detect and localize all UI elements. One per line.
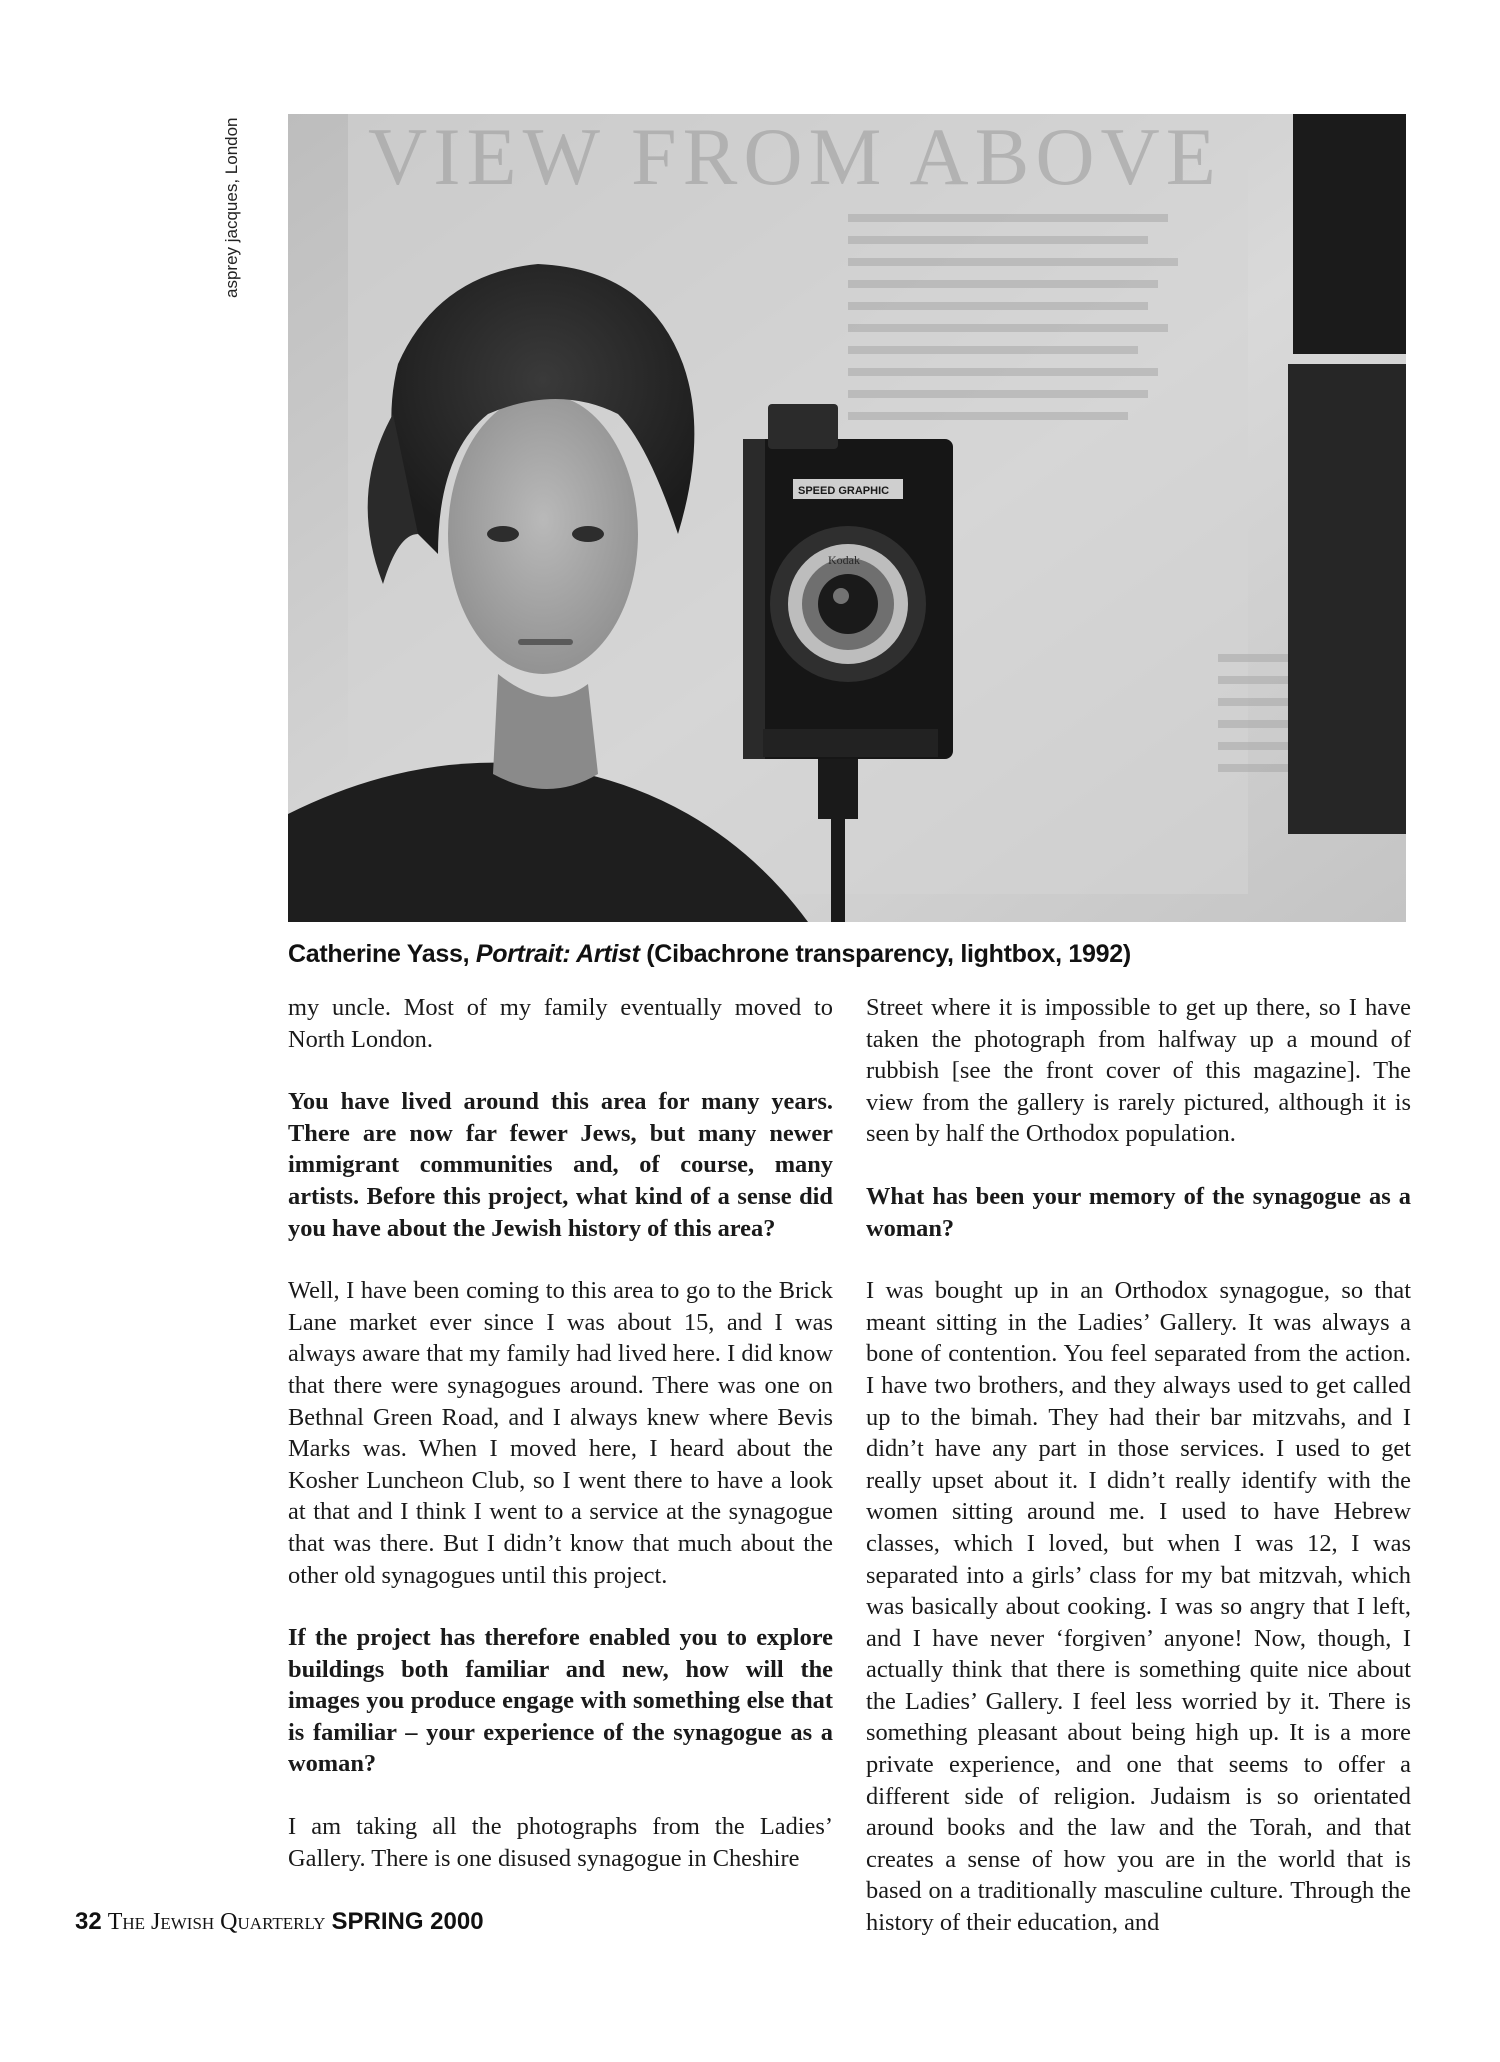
camera-brand-label: SPEED GRAPHIC xyxy=(798,485,890,497)
right-column xyxy=(866,992,1411,1970)
page-footer xyxy=(75,1908,484,1936)
portrait-photo xyxy=(288,114,1406,922)
photo-caption xyxy=(288,940,1131,969)
page-number: 32 xyxy=(75,1908,102,1935)
question-paragraph: If the project has therefore enabled you to explore buildings both familiar and new, how will the images you produce engage with something else that is familiar – your experience of the synagogue as a woman? xyxy=(288,1624,833,1778)
issue-label: SPRING 2000 xyxy=(331,1908,484,1935)
magazine-name: The Jewish Quarterly xyxy=(107,1909,326,1935)
answer-paragraph: I was bought up in an Orthodox synagogue, so that meant sitting in the Ladies’ Gallery. It was always a bone of contention. You feel separated from the action. I have two brothers, and they always used to get called up to the bimah. They had their bar mitzvahs, and I didn’t have any part in those services. I used to get really upset about it. I didn’t really identify with the women sitting around me. I used to have Hebrew classes, which I loved, but when I was 12, I was separated into a girls’ class for my bat mitzvah, which was basically about cooking. I was so angry that I left, and I have never ‘forgiven’ anyone! Now, though, I actually think that there is something quite nice about the Ladies’ Gallery. I feel less worried by it. There is something pleasant about being high up. It is a more private experience, and one that seems to offer a different side of religion. Judaism is so orientated around books and the law and the Torah, and that creates a sense of how you are in the world that is based on a traditionally masculine culture. Through the history of their education, and xyxy=(866,1277,1411,1937)
question-paragraph: What has been your memory of the synagogue as a woman? xyxy=(866,1182,1411,1242)
caption-title: Portrait: Artist xyxy=(475,940,640,968)
photo-credit: asprey jacques, London xyxy=(222,117,241,298)
left-column xyxy=(288,992,833,1905)
answer-paragraph: Well, I have been coming to this area to go to the Brick Lane market ever since I was about 15, and I was always aware that my family had lived here. I did know that there were synagogues around. There was one on Bethnal Green Road, and I always knew where Bevis Marks was. When I moved here, I heard about the Kosher Luncheon Club, so I went there to have a look at that and I think I went to a service at the synagogue that was there. But I didn’t know that much about the other old synagogues until this project. xyxy=(288,1277,833,1589)
question-paragraph: You have lived around this area for many years. There are now far fewer Jews, but many newer immigrant communities and, of course, many artists. Before this project, what kind of a sense did you have about the Jewish history of this area? xyxy=(288,1088,833,1242)
answer-paragraph: my uncle. Most of my family eventually moved to North London. xyxy=(288,994,833,1053)
caption-artist: Catherine Yass, xyxy=(288,940,476,968)
caption-details: (Cibachrone transparency, lightbox, 1992) xyxy=(639,940,1131,968)
lens-brand-label: Kodak xyxy=(828,553,860,567)
answer-paragraph: Street where it is impossible to get up there, so I have taken the photograph from halfway up a mound of rubbish [see the front cover of this magazine]. The view from the gallery is rarely pictured, although it is seen by half the Orthodox population. xyxy=(866,994,1411,1148)
answer-paragraph: I am taking all the photographs from the Ladies’ Gallery. There is one disused synagogue in Cheshire xyxy=(288,1813,833,1872)
background-headline: VIEW FROM ABOVE xyxy=(368,114,1222,202)
